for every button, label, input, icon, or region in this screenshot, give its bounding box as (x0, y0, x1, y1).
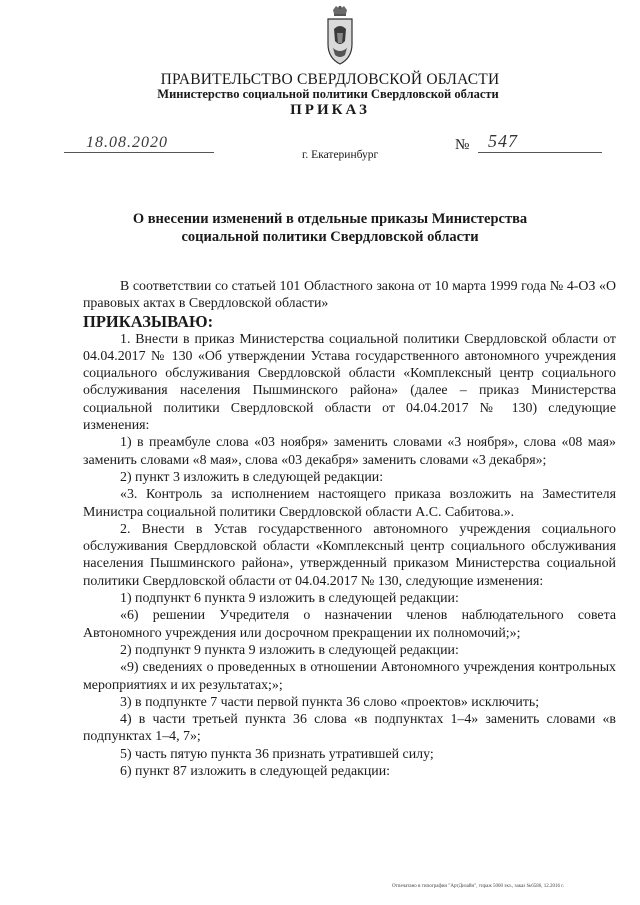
paragraph: 1) в преамбуле слова «03 ноября» заменить словами «3 ноября», слова «08 мая» заменить словами «8 мая», слова «03 декабря» заменить словами «3 декабря»; (83, 435, 616, 468)
paragraph: 3) в подпункте 7 части первой пункта 36 слово «проектов» исключить; (120, 694, 540, 710)
government-header: ПРАВИТЕЛЬСТВО СВЕРДЛОВСКОЙ ОБЛАСТИ (160, 71, 500, 88)
printer-footnote: Отпечатано в типографии "АртДизайн", тираж 5000 экз., заказ №6586, 12.2016 г. (392, 884, 565, 889)
paragraph: 2. Внести в Устав государственного автономного учреждения социального обслуживания Свердловской области «Комплексный центр социального обслуживания населения Пышминского района», утвержденный приказом Министерства социальной политики Свердловской области от 04.04.2017 № 130, следующие изменения: (83, 521, 616, 589)
paragraph: «6) решении Учредителя о назначении членов наблюдательного совета Автономного учреждения или досрочном прекращении их полномочий;»; (83, 608, 616, 641)
number-sign: № (455, 137, 470, 153)
document-title: О внесении изменений в отдельные приказы Министерства социальной политики Свердловской области (132, 211, 528, 245)
paragraph: «3. Контроль за исполнением настоящего приказа возложить на Заместителя Министра социальной политики Свердловской области А.С. Сабитова.». (83, 487, 616, 520)
preamble: В соответствии со статьей 101 Областного закона от 10 марта 1999 года № 4-ОЗ «О правовых актах в Свердловской области» (83, 279, 616, 312)
paragraph: 2) подпункт 9 пункта 9 изложить в следующей редакции: (120, 642, 459, 658)
document-body (83, 278, 616, 780)
number-underline (478, 152, 602, 153)
paragraph: 2) пункт 3 изложить в следующей редакции: (120, 469, 384, 485)
order-word: ПРИКАЗЫВАЮ: (83, 311, 214, 331)
document-type-heading: ПРИКАЗ (290, 102, 370, 118)
paragraph: 6) пункт 87 изложить в следующей редакции: (120, 764, 391, 780)
paragraph: 1. Внести в приказ Министерства социальной политики Свердловской области от 04.04.2017 № 130 «Об утверждении Устава государственного автономного учреждения социального обслуживания Свердловской области «Комплексный центр социального обслуживания населения Пышминского района» (далее – приказ Министерства социальной политики Свердловской области от 04.04.2017 № 130) следующие изменения: (83, 331, 616, 434)
date-underline (64, 152, 214, 153)
ministry-header: Министерство социальной политики Свердловской области (157, 87, 499, 101)
paragraph: 5) часть пятую пункта 36 признать утратившей силу; (120, 746, 434, 762)
paragraph: 4) в части третьей пункта 36 слова «в подпунктах 1–4» заменить словами «в подпунктах 1–4, 7»; (83, 712, 616, 745)
handwritten-number: 547 (488, 131, 518, 151)
paragraph: 1) подпункт 6 пункта 9 изложить в следующей редакции: (120, 591, 459, 607)
paragraph: «9) сведениях о проведенных в отношении Автономного учреждения контрольных мероприятиях и их результатах;»; (83, 660, 616, 693)
coat-of-arms-emblem (325, 4, 355, 66)
city-label: г. Екатеринбург (302, 149, 379, 161)
handwritten-date: 18.08.2020 (86, 134, 168, 151)
